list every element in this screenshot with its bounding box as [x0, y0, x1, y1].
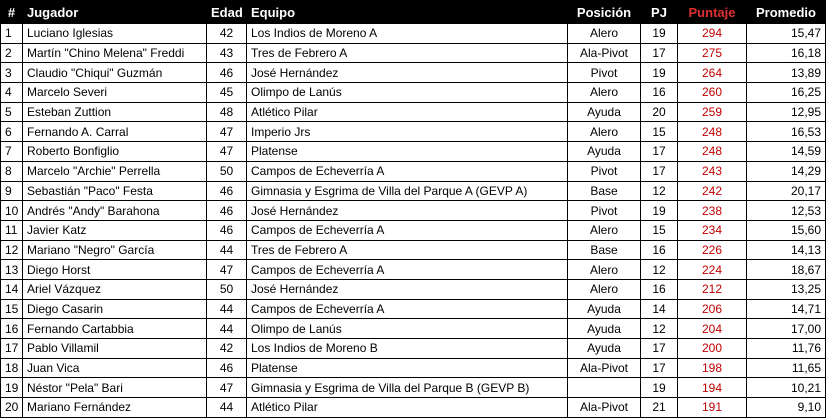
- player-name: Sebastián "Paco" Festa: [23, 181, 207, 201]
- player-position: Ayuda: [568, 102, 641, 122]
- header-row: [1, 1, 826, 24]
- games-played: 21: [641, 398, 678, 418]
- player-name: Roberto Bonfiglio: [23, 142, 207, 162]
- points-average: 12,53: [747, 201, 826, 221]
- player-name: Luciano Iglesias: [23, 24, 207, 44]
- table-row: [1, 339, 826, 359]
- games-played: 17: [641, 339, 678, 359]
- total-points: 264: [678, 63, 747, 83]
- table-row: [1, 279, 826, 299]
- header-posicion: Posición: [568, 1, 641, 24]
- row-number: 4: [1, 83, 23, 103]
- player-age: 46: [207, 358, 247, 378]
- team-name: Olimpo de Lanús: [247, 319, 568, 339]
- points-average: 14,29: [747, 161, 826, 181]
- row-number: 20: [1, 398, 23, 418]
- points-average: 15,60: [747, 220, 826, 240]
- points-average: 18,67: [747, 260, 826, 280]
- total-points: 224: [678, 260, 747, 280]
- player-age: 50: [207, 161, 247, 181]
- row-number: 9: [1, 181, 23, 201]
- games-played: 12: [641, 319, 678, 339]
- row-number: 7: [1, 142, 23, 162]
- total-points: 226: [678, 240, 747, 260]
- table-row: [1, 201, 826, 221]
- player-position: Base: [568, 240, 641, 260]
- header-edad: Edad: [207, 1, 247, 24]
- team-name: Tres de Febrero A: [247, 240, 568, 260]
- player-name: Fernando Cartabbia: [23, 319, 207, 339]
- row-number: 13: [1, 260, 23, 280]
- team-name: Atlético Pilar: [247, 398, 568, 418]
- player-position: Alero: [568, 122, 641, 142]
- header-pj: PJ: [641, 1, 678, 24]
- player-position: Ayuda: [568, 299, 641, 319]
- player-age: 47: [207, 378, 247, 398]
- player-position: Pivot: [568, 201, 641, 221]
- points-average: 16,25: [747, 83, 826, 103]
- player-name: Néstor "Pela" Bari: [23, 378, 207, 398]
- row-number: 16: [1, 319, 23, 339]
- points-average: 9,10: [747, 398, 826, 418]
- points-average: 13,89: [747, 63, 826, 83]
- table-row: [1, 398, 826, 418]
- player-age: 42: [207, 24, 247, 44]
- table-row: [1, 358, 826, 378]
- header-num: #: [1, 1, 23, 24]
- header-equipo: Equipo: [247, 1, 568, 24]
- player-name: Marcelo Severi: [23, 83, 207, 103]
- row-number: 1: [1, 24, 23, 44]
- team-name: José Hernández: [247, 279, 568, 299]
- points-average: 16,53: [747, 122, 826, 142]
- games-played: 12: [641, 181, 678, 201]
- header-promedio: Promedio: [747, 1, 826, 24]
- total-points: 212: [678, 279, 747, 299]
- player-position: Ayuda: [568, 319, 641, 339]
- games-played: 20: [641, 102, 678, 122]
- player-age: 44: [207, 319, 247, 339]
- header-jugador: Jugador: [23, 1, 207, 24]
- points-average: 12,95: [747, 102, 826, 122]
- total-points: 234: [678, 220, 747, 240]
- team-name: Atlético Pilar: [247, 102, 568, 122]
- points-average: 11,65: [747, 358, 826, 378]
- player-position: Ala-Pivot: [568, 358, 641, 378]
- player-age: 43: [207, 43, 247, 63]
- total-points: 248: [678, 122, 747, 142]
- team-name: Tres de Febrero A: [247, 43, 568, 63]
- player-position: Alero: [568, 260, 641, 280]
- row-number: 2: [1, 43, 23, 63]
- player-name: Ariel Vázquez: [23, 279, 207, 299]
- total-points: 259: [678, 102, 747, 122]
- team-name: Imperio Jrs: [247, 122, 568, 142]
- player-name: Juan Vica: [23, 358, 207, 378]
- games-played: 19: [641, 24, 678, 44]
- total-points: 238: [678, 201, 747, 221]
- player-age: 47: [207, 260, 247, 280]
- games-played: 17: [641, 161, 678, 181]
- player-name: Pablo Villamil: [23, 339, 207, 359]
- total-points: 242: [678, 181, 747, 201]
- row-number: 17: [1, 339, 23, 359]
- games-played: 19: [641, 201, 678, 221]
- team-name: José Hernández: [247, 201, 568, 221]
- table-row: [1, 299, 826, 319]
- games-played: 17: [641, 358, 678, 378]
- table-row: [1, 161, 826, 181]
- player-age: 46: [207, 201, 247, 221]
- points-average: 15,47: [747, 24, 826, 44]
- games-played: 16: [641, 279, 678, 299]
- row-number: 11: [1, 220, 23, 240]
- total-points: 191: [678, 398, 747, 418]
- player-age: 48: [207, 102, 247, 122]
- table-row: [1, 24, 826, 44]
- player-name: Esteban Zuttion: [23, 102, 207, 122]
- points-average: 13,25: [747, 279, 826, 299]
- row-number: 10: [1, 201, 23, 221]
- points-average: 14,59: [747, 142, 826, 162]
- player-position: Alero: [568, 220, 641, 240]
- games-played: 19: [641, 63, 678, 83]
- player-name: Mariano "Negro" García: [23, 240, 207, 260]
- games-played: 15: [641, 220, 678, 240]
- player-name: Javier Katz: [23, 220, 207, 240]
- table-row: [1, 102, 826, 122]
- total-points: 204: [678, 319, 747, 339]
- player-name: Fernando A. Carral: [23, 122, 207, 142]
- team-name: Campos de Echeverría A: [247, 260, 568, 280]
- table-row: [1, 142, 826, 162]
- player-age: 50: [207, 279, 247, 299]
- points-average: 11,76: [747, 339, 826, 359]
- row-number: 8: [1, 161, 23, 181]
- row-number: 12: [1, 240, 23, 260]
- row-number: 14: [1, 279, 23, 299]
- player-name: Claudio "Chiqui" Guzmán: [23, 63, 207, 83]
- points-average: 14,13: [747, 240, 826, 260]
- points-average: 14,71: [747, 299, 826, 319]
- team-name: José Hernández: [247, 63, 568, 83]
- total-points: 200: [678, 339, 747, 359]
- total-points: 206: [678, 299, 747, 319]
- total-points: 248: [678, 142, 747, 162]
- table-row: [1, 43, 826, 63]
- player-position: Pivot: [568, 161, 641, 181]
- player-position: [568, 378, 641, 398]
- player-name: Mariano Fernández: [23, 398, 207, 418]
- player-position: Alero: [568, 279, 641, 299]
- player-position: Ayuda: [568, 339, 641, 359]
- row-number: 6: [1, 122, 23, 142]
- player-age: 46: [207, 181, 247, 201]
- row-number: 19: [1, 378, 23, 398]
- points-average: 17,00: [747, 319, 826, 339]
- total-points: 194: [678, 378, 747, 398]
- player-age: 42: [207, 339, 247, 359]
- player-age: 44: [207, 398, 247, 418]
- player-age: 44: [207, 299, 247, 319]
- row-number: 5: [1, 102, 23, 122]
- table-row: [1, 378, 826, 398]
- games-played: 17: [641, 43, 678, 63]
- games-played: 14: [641, 299, 678, 319]
- player-name: Andrés "Andy" Barahona: [23, 201, 207, 221]
- total-points: 260: [678, 83, 747, 103]
- player-position: Pivot: [568, 63, 641, 83]
- points-average: 20,17: [747, 181, 826, 201]
- games-played: 16: [641, 83, 678, 103]
- team-name: Gimnasia y Esgrima de Villa del Parque B (GEVP B): [247, 378, 568, 398]
- player-name: Marcelo "Archie" Perrella: [23, 161, 207, 181]
- team-name: Los Indios de Moreno B: [247, 339, 568, 359]
- header-puntaje: Puntaje: [678, 1, 747, 24]
- table-row: [1, 260, 826, 280]
- team-name: Platense: [247, 142, 568, 162]
- row-number: 3: [1, 63, 23, 83]
- player-age: 45: [207, 83, 247, 103]
- player-age: 47: [207, 122, 247, 142]
- player-position: Ayuda: [568, 142, 641, 162]
- points-average: 10,21: [747, 378, 826, 398]
- total-points: 294: [678, 24, 747, 44]
- player-position: Base: [568, 181, 641, 201]
- games-played: 15: [641, 122, 678, 142]
- table-row: [1, 181, 826, 201]
- row-number: 18: [1, 358, 23, 378]
- team-name: Los Indios de Moreno A: [247, 24, 568, 44]
- team-name: Olimpo de Lanús: [247, 83, 568, 103]
- games-played: 12: [641, 260, 678, 280]
- table-row: [1, 83, 826, 103]
- games-played: 19: [641, 378, 678, 398]
- team-name: Campos de Echeverría A: [247, 299, 568, 319]
- table-row: [1, 319, 826, 339]
- table-row: [1, 240, 826, 260]
- player-age: 44: [207, 240, 247, 260]
- table-row: [1, 220, 826, 240]
- player-age: 46: [207, 63, 247, 83]
- player-age: 47: [207, 142, 247, 162]
- games-played: 17: [641, 142, 678, 162]
- player-name: Martín "Chino Melena" Freddi: [23, 43, 207, 63]
- team-name: Gimnasia y Esgrima de Villa del Parque A (GEVP A): [247, 181, 568, 201]
- total-points: 198: [678, 358, 747, 378]
- team-name: Platense: [247, 358, 568, 378]
- player-position: Alero: [568, 24, 641, 44]
- player-position: Ala-Pivot: [568, 43, 641, 63]
- points-average: 16,18: [747, 43, 826, 63]
- row-number: 15: [1, 299, 23, 319]
- player-name: Diego Horst: [23, 260, 207, 280]
- team-name: Campos de Echeverría A: [247, 161, 568, 181]
- total-points: 243: [678, 161, 747, 181]
- player-position: Ala-Pivot: [568, 398, 641, 418]
- player-age: 46: [207, 220, 247, 240]
- team-name: Campos de Echeverría A: [247, 220, 568, 240]
- table-row: [1, 122, 826, 142]
- table-row: [1, 63, 826, 83]
- player-position: Alero: [568, 83, 641, 103]
- total-points: 275: [678, 43, 747, 63]
- games-played: 16: [641, 240, 678, 260]
- player-name: Diego Casarin: [23, 299, 207, 319]
